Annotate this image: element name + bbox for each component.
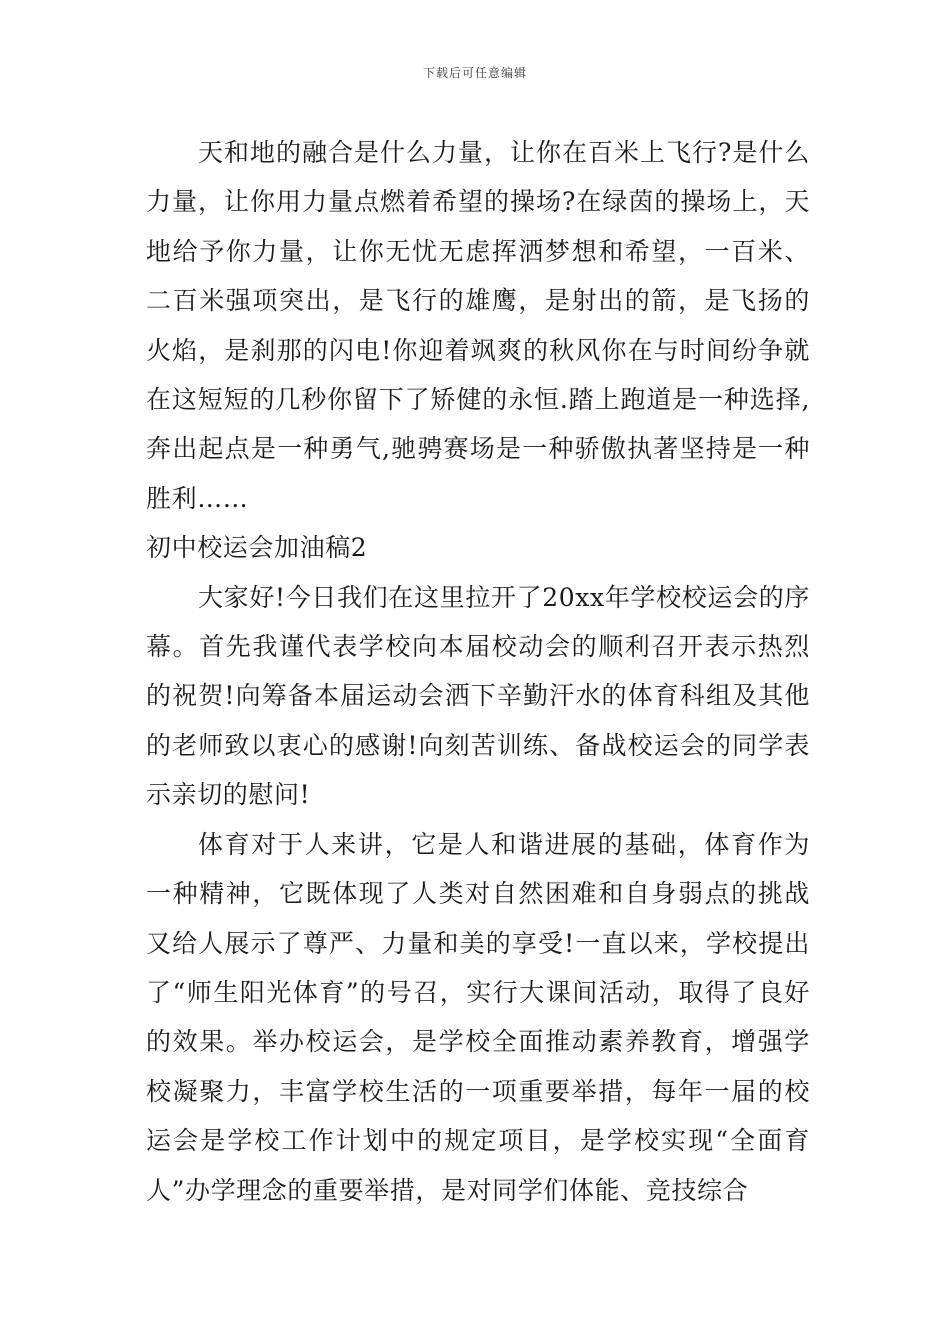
paragraph-sports-spirit: 体育对于人来讲，它是人和谐进展的基础，体育作为一种精神，它既体现了人类对自然困难和自身弱点的挑战又给人展示了尊严、力量和美的享受!一直以来，学校提出了“师生阳光体育”的号召，实行大课间活动，取得了良好的效果。举办校运会，是学校全面推动素养教育，增强学校凝聚力，丰富学校生活的一项重要举措，每年一届的校运会是学校工作计划中的规定项目，是学校实现“全面育人”办学理念的重要举措，是对同学们体能、竞技综合: [146, 829, 810, 1205]
paragraph-greeting: 大家好!今日我们在这里拉开了20xx年学校校运会的序幕。首先我谨代表学校向本届校动会的顺利召开表示热烈的祝贺!向筹备本届运动会洒下辛勤汗水的体育科组及其他的老师致以衷心的感谢!向刻苦训练、备战校运会的同学表示亲切的慰问!: [146, 582, 810, 810]
page-header-note: 下载后可任意编辑: [422, 66, 527, 80]
document-body: [146, 128, 810, 1215]
section-title: 初中校运会加油稿2: [146, 533, 368, 563]
paragraph-cheer-1: 天和地的融合是什么力量，让你在百米上飞行?是什么力量，让你用力量点燃着希望的操场?在绿茵的操场上，天地给予你力量，让你无忧无虑挥洒梦想和希望，一百米、二百米强项突出，是飞行的雄鹰，是射出的箭，是飞扬的火焰，是刹那的闪电!你迎着飒爽的秋风你在与时间纷争就在这短短的几秒你留下了矫健的永恒.踏上跑道是一种选择,奔出起点是一种勇气,驰骋赛场是一种骄傲执著坚持是一种胜利……: [146, 138, 810, 513]
